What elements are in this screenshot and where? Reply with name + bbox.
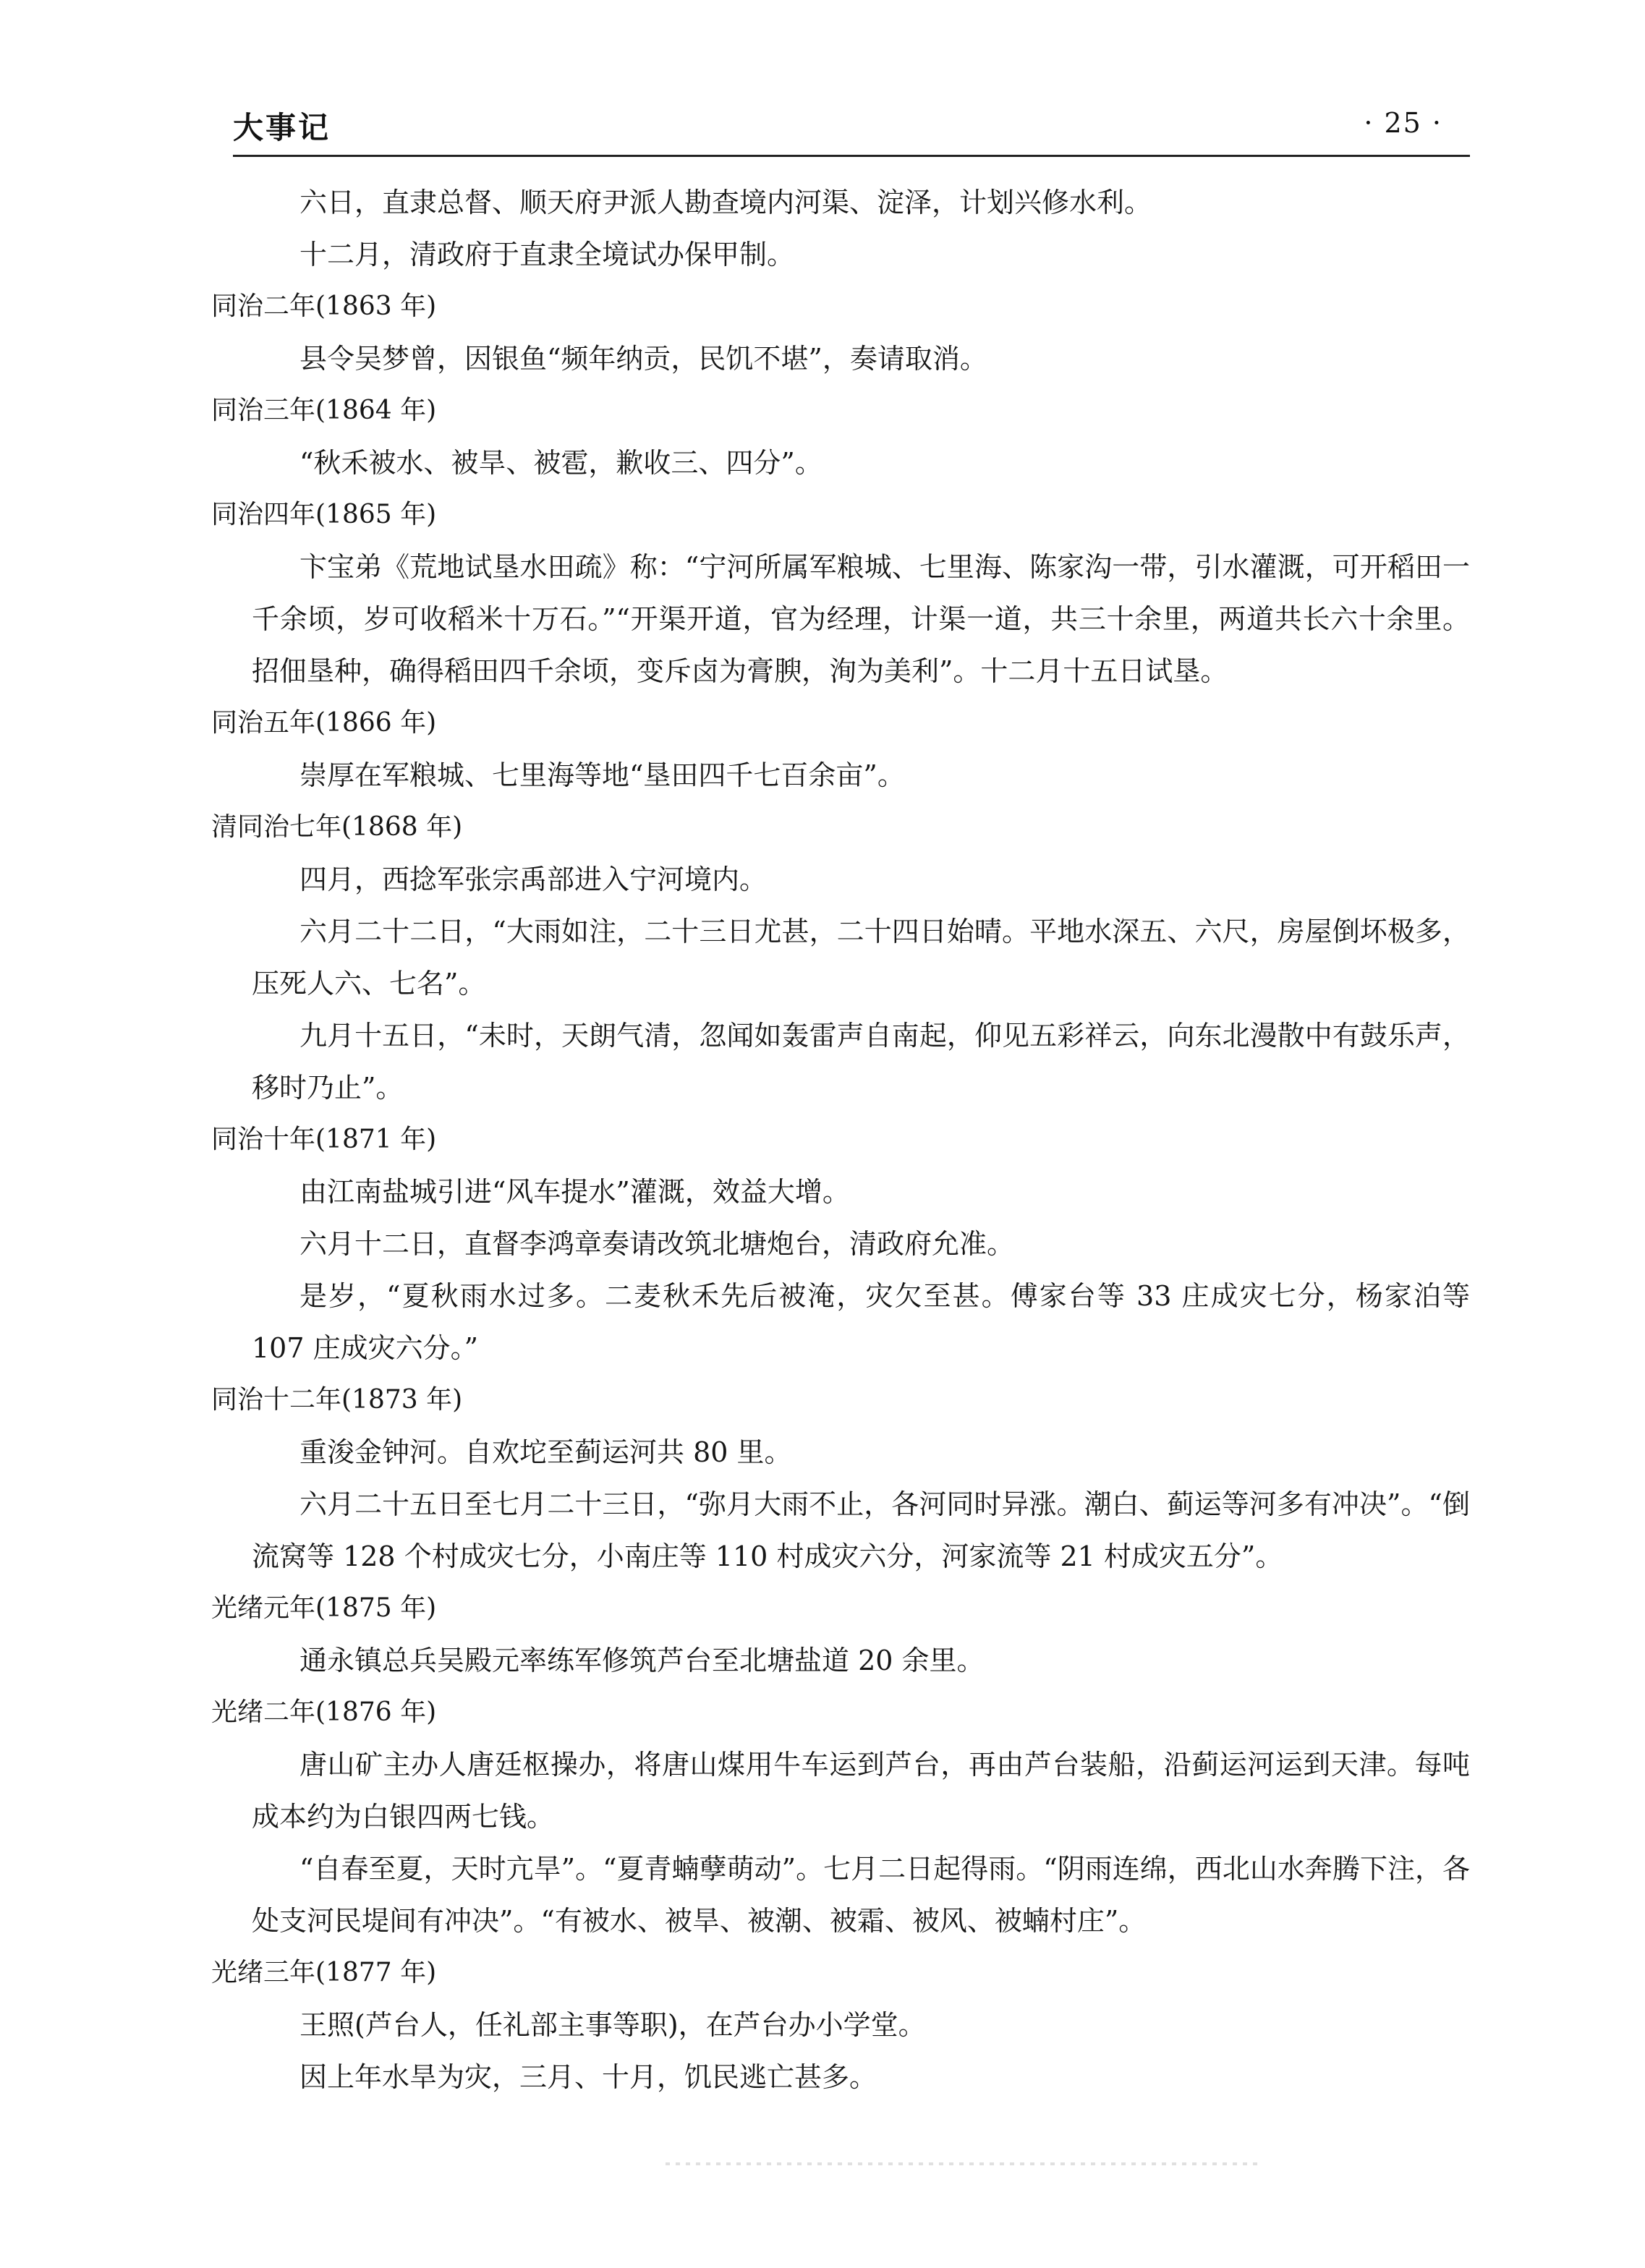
chronicle-entry: 王照(芦台人，任礼部主事等职)，在芦台办小学堂。	[299, 2009, 926, 2041]
chronicle-entry: “自春至夏，天时亢旱”。“夏青蝻孽萌动”。七月二日起得雨。“阴雨连绵，西北山水奔腾下注，各处支河民堤间有冲决”。“有被水、被旱、被潮、被霜、被风、被蝻村庄”。	[252, 1853, 1470, 1937]
chronicle-entry: 是岁，“夏秋雨水过多。二麦秋禾先后被淹，灾欠至甚。傅家台等 33 庄成灾七分，杨家泊等 107 庄成灾六分。”	[252, 1280, 1470, 1364]
chronicle-entry: 六月二十五日至七月二十三日，“弥月大雨不止，各河同时异涨。潮白、蓟运等河多有冲决”。“倒流窝等 128 个村成灾七分，小南庄等 110 村成灾六分，河家流等 21 村成灾五分”。	[252, 1488, 1470, 1572]
year-heading: 同治十二年(1873 年)	[211, 1385, 463, 1415]
year-heading: 光绪三年(1877 年)	[211, 1958, 437, 1987]
chronicle-entry: 卞宝弟《荒地试垦水田疏》称：“宁河所属军粮城、七里海、陈家沟一带，引水灌溉，可开稻田一千余顷，岁可收稻米十万石。”“开渠开道，官为经理，计渠一道，共三十余里，两道共长六十余里。招佃垦种，确得稻田四千余顷，变斥卤为膏腴，洵为美利”。十二月十五日试垦。	[252, 551, 1470, 687]
chronicle-entry: “秋禾被水、被旱、被雹，歉收三、四分”。	[299, 447, 822, 479]
year-heading: 光绪二年(1876 年)	[211, 1697, 437, 1727]
running-title: 大事记	[233, 110, 331, 145]
chronicle-entry: 县令吴梦曾，因银鱼“频年纳贡，民饥不堪”，奏请取消。	[299, 343, 987, 375]
year-heading: 清同治七年(1868 年)	[211, 812, 463, 842]
chronicle-entry: 九月十五日，“未时，天朗气清，忽闻如轰雷声自南起，仰见五彩祥云，向东北漫散中有鼓乐声，移时乃止”。	[252, 1020, 1470, 1104]
year-heading: 同治四年(1865 年)	[211, 500, 437, 529]
chronicle-entry: 六月二十二日，“大雨如注，二十三日尤甚，二十四日始晴。平地水深五、六尺，房屋倒坏极多，压死人六、七名”。	[252, 916, 1470, 999]
chronicle-entry: 四月，西捻军张宗禹部进入宁河境内。	[299, 864, 768, 895]
chronicle-entry: 十二月，清政府于直隶全境试办保甲制。	[299, 239, 795, 270]
year-heading: 同治三年(1864 年)	[211, 396, 437, 425]
chronicle-entry: 六月十二日，直督李鸿章奏请改筑北塘炮台，清政府允准。	[299, 1228, 1015, 1260]
chronicle-entry: 唐山矿主办人唐廷枢操办，将唐山煤用牛车运到芦台，再由芦台装船，沿蓟运河运到天津。每吨成本约为白银四两七钱。	[252, 1749, 1470, 1833]
year-heading: 同治十年(1871 年)	[211, 1125, 437, 1154]
year-heading: 同治五年(1866 年)	[211, 708, 437, 738]
chronicle-entry: 通永镇总兵吴殿元率练军修筑芦台至北塘盐道 20 余里。	[299, 1645, 985, 1676]
year-heading: 同治二年(1863 年)	[211, 291, 437, 321]
chronicle-entry: 重浚金钟河。自欢坨至蓟运河共 80 里。	[299, 1436, 792, 1468]
header-rule	[233, 155, 1470, 157]
page-number: · 25 ·	[1364, 107, 1442, 139]
page-header	[233, 103, 1470, 153]
chronicle-body	[204, 176, 1470, 2103]
chronicle-entry: 六日，直隶总督、顺天府尹派人勘查境内河渠、淀泽，计划兴修水利。	[299, 187, 1152, 218]
chronicle-entry: 由江南盐城引进“风车提水”灌溉，效益大增。	[299, 1176, 850, 1208]
scan-artifact-line	[666, 2162, 1259, 2165]
year-heading: 光绪元年(1875 年)	[211, 1593, 437, 1623]
chronicle-entry: 崇厚在军粮城、七里海等地“垦田四千七百余亩”。	[299, 759, 905, 791]
chronicle-entry: 因上年水旱为灾，三月、十月，饥民逃亡甚多。	[299, 2061, 877, 2093]
